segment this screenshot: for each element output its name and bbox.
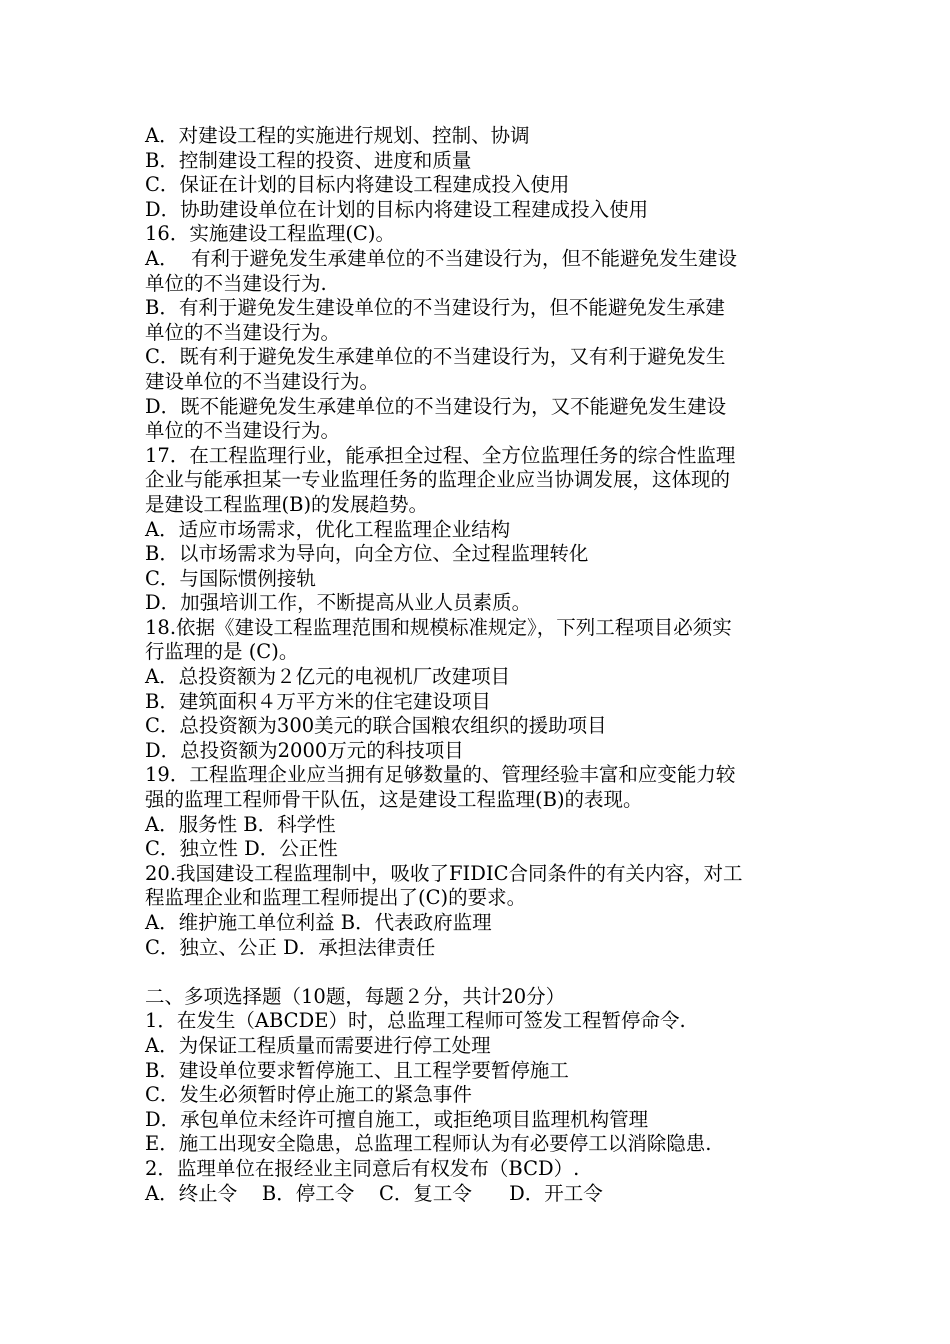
text-line: C．保证在计划的目标内将建设工程建成投入使用 (145, 173, 570, 197)
text-line: 企业与能承担某一专业监理任务的监理企业应当协调发展，这体现的 (145, 468, 731, 492)
document-page (145, 124, 815, 1206)
text-line: B．有利于避免发生建设单位的不当建设行为，但不能避免发生承建 (145, 296, 725, 320)
text-line: A．维护施工单位利益 B．代表政府监理 (145, 911, 492, 934)
text-line: D．总投资额为2000万元的科技项目 (145, 738, 464, 762)
multi-question-2: 2．监理单位在报经业主同意后有权发布（BCD）. (145, 1156, 580, 1180)
text-line: A．为保证工程质量而需要进行停工处理 (145, 1033, 491, 1057)
text-line: 单位的不当建设行为. (145, 271, 327, 295)
text-line: C．既有利于避免发生承建单位的不当建设行为，又有利于避免发生 (145, 345, 726, 369)
question-16: 16．实施建设工程监理(C)。 (145, 222, 395, 246)
text-line: A．适应市场需求，优化工程监理企业结构 (145, 517, 511, 541)
text-line: E．施工出现安全隐患，总监理工程师认为有必要停工以消除隐患. (145, 1132, 712, 1156)
text-line: D．承包单位未经许可擅自施工，或拒绝项目监理机构管理 (145, 1107, 649, 1131)
text-line: B．建筑面积４万平方米的住宅建设项目 (145, 689, 491, 713)
question-17: 17．在工程监理行业，能承担全过程、全方位监理任务的综合性监理 (145, 443, 736, 467)
text-line: 单位的不当建设行为。 (145, 419, 341, 443)
text-line: B．建设单位要求暂停施工、且工程学要暂停施工 (145, 1058, 569, 1082)
text-line: B．以市场需求为导向，向全方位、全过程监理转化 (145, 542, 589, 566)
text-line: D．既不能避免发生承建单位的不当建设行为，又不能避免发生建设 (145, 394, 727, 418)
question-18: 18.依据《建设工程监理范围和规模标准规定》，下列工程项目必须实 (145, 615, 732, 639)
text-line: D．加强培训工作，不断提高从业人员素质。 (145, 591, 532, 615)
text-line: B．控制建设工程的投资、进度和质量 (145, 148, 472, 172)
text-line: C．独立、公正 D．承担法律责任 (145, 935, 436, 959)
blank-line (145, 960, 815, 985)
text-line: 行监理的是 (C)。 (145, 640, 299, 664)
text-line: 是建设工程监理(B)的发展趋势。 (145, 492, 429, 516)
text-line: C．与国际惯例接轨 (145, 566, 316, 590)
question-19: 19．工程监理企业应当拥有足够数量的、管理经验丰富和应变能力较 (145, 763, 736, 787)
question-20: 20.我国建设工程监理制中，吸收了FIDIC合同条件的有关内容，对工 (145, 861, 743, 885)
text-line: C．独立性 D．公正性 (145, 837, 338, 861)
text-line: A．总投资额为２亿元的电视机厂改建项目 (145, 665, 511, 689)
text-line: A．服务性 B．科学性 (145, 812, 336, 836)
multi-question-1: 1．在发生（ABCDE）时，总监理工程师可签发工程暂停命令. (145, 1009, 686, 1033)
text-line: C．发生必须暂时停止施工的紧急事件 (145, 1083, 472, 1107)
text-line: 强的监理工程师骨干队伍，这是建设工程监理(B)的表现。 (145, 788, 643, 812)
text-line: A．终止令 B．停工令 C．复工令 D．开工令 (145, 1181, 603, 1205)
text-line: 单位的不当建设行为。 (145, 320, 341, 344)
text-line: 程监理企业和监理工程师提出了(C)的要求。 (145, 886, 527, 910)
section-heading: 二、多项选择题（10题，每题２分，共计20分） (145, 984, 566, 1008)
text-line: A．对建设工程的实施进行规划、控制、协调 (145, 124, 530, 147)
text-line: A． 有利于避免发生承建单位的不当建设行为，但不能避免发生建设 (145, 246, 737, 270)
text-line: 建设单位的不当建设行为。 (145, 369, 380, 393)
text-line: D．协助建设单位在计划的目标内将建设工程建成投入使用 (145, 197, 649, 221)
text-line: C．总投资额为300美元的联合国粮农组织的援助项目 (145, 714, 607, 738)
